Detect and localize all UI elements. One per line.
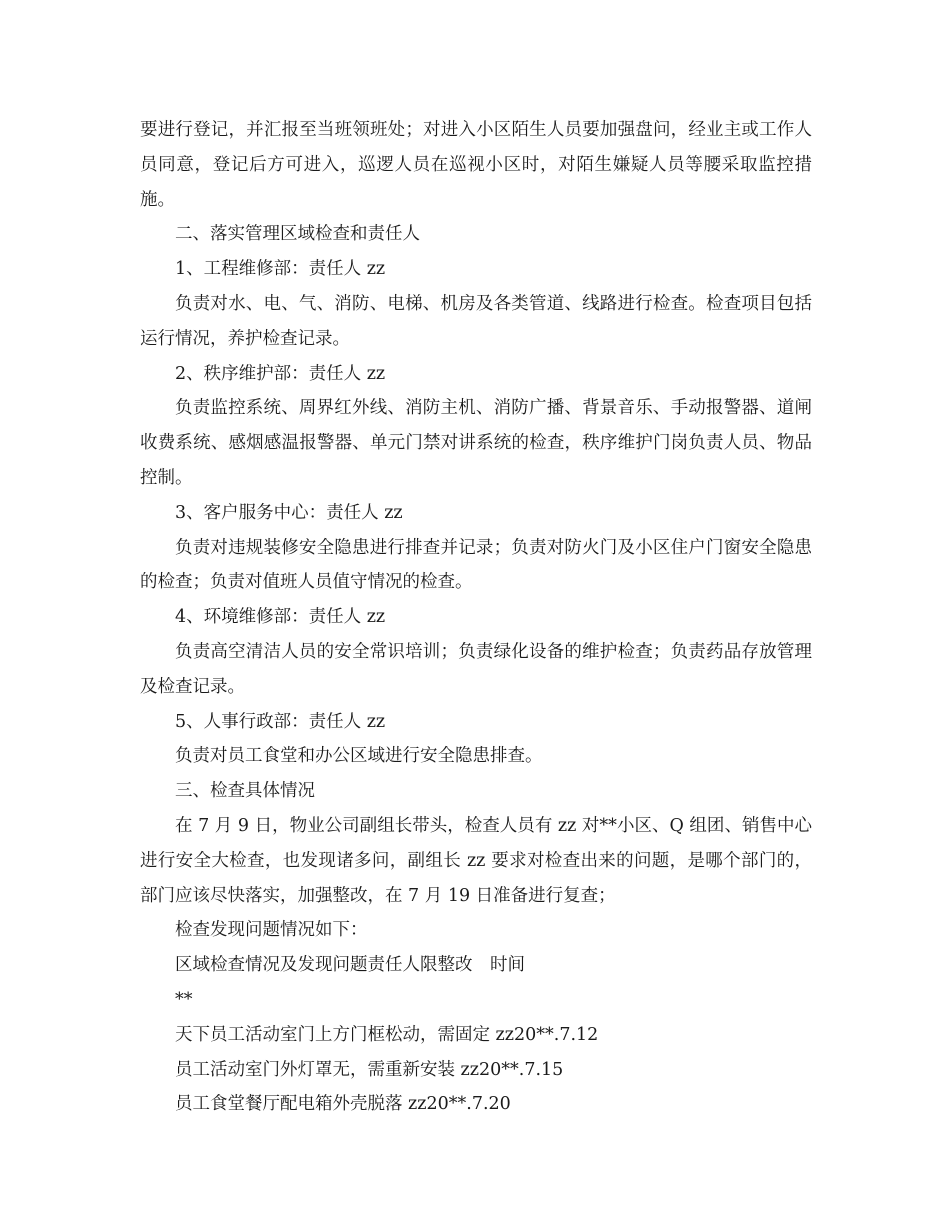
paragraph-intro-continuation: 要进行登记，并汇报至当班领班处；对进入小区陌生人员要加强盘问，经业主或工作人员同意，登记后方可进入，巡逻人员在巡视小区时，对陌生嫌疑人员等腰采取监控措施。	[140, 120, 812, 210]
item-body-environment: 负责高空清洁人员的安全常识培训；负责绿化设备的维护检查；负责药品存放管理及检查记录。	[140, 641, 812, 697]
item-heading-hr-admin: 5、人事行政部：责任人 zz	[175, 711, 386, 732]
section-heading-3: 三、检查具体情况	[175, 781, 315, 802]
finding-row: 员工食堂餐厅配电箱外壳脱落 zz20**.7.20	[175, 1094, 511, 1115]
item-body-hr-admin: 负责对员工食堂和办公区域进行安全隐患排查。	[175, 746, 543, 767]
findings-table-header: 区域检查情况及发现问题责任人限整改 时间	[175, 955, 525, 976]
item-heading-engineering: 1、工程维修部：责任人 zz	[175, 259, 386, 280]
document-body	[140, 113, 812, 1122]
findings-area-label: **	[175, 989, 193, 1010]
section-heading-2: 二、落实管理区域检查和责任人	[175, 224, 420, 245]
item-body-engineering: 负责对水、电、气、消防、电梯、机房及各类管道、线路进行检查。检查项目包括运行情况，养护检查记录。	[140, 293, 812, 349]
paragraph-inspection-details: 在 7 月 9 日，物业公司副组长带头，检查人员有 zz 对**小区、Q 组团、销售中心进行安全大检查，也发现诸多问，副组长 zz 要求对检查出来的问题，是哪个部门的，部门应该尽快落实，加强整改，在 7 月 19 日准备进行复查；	[140, 815, 812, 906]
finding-row: 天下员工活动室门上方门框松动，需固定 zz20**.7.12	[175, 1024, 599, 1045]
item-heading-environment: 4、环境维修部：责任人 zz	[175, 607, 386, 628]
item-body-customer-service: 负责对违规装修安全隐患进行排查并记录；负责对防火门及小区住户门窗安全隐患的检查；负责对值班人员值守情况的检查。	[140, 537, 812, 593]
item-body-order: 负责监控系统、周界红外线、消防主机、消防广播、背景音乐、手动报警器、道闸收费系统、感烟感温报警器、单元门禁对讲系统的检查，秩序维护门岗负责人员、物品控制。	[140, 398, 812, 488]
finding-row: 员工活动室门外灯罩无，需重新安装 zz20**.7.15	[175, 1059, 564, 1080]
item-heading-order: 2、秩序维护部：责任人 zz	[175, 363, 386, 384]
item-heading-customer-service: 3、客户服务中心：责任人 zz	[175, 502, 403, 523]
paragraph-findings-intro: 检查发现问题情况如下：	[175, 920, 368, 941]
